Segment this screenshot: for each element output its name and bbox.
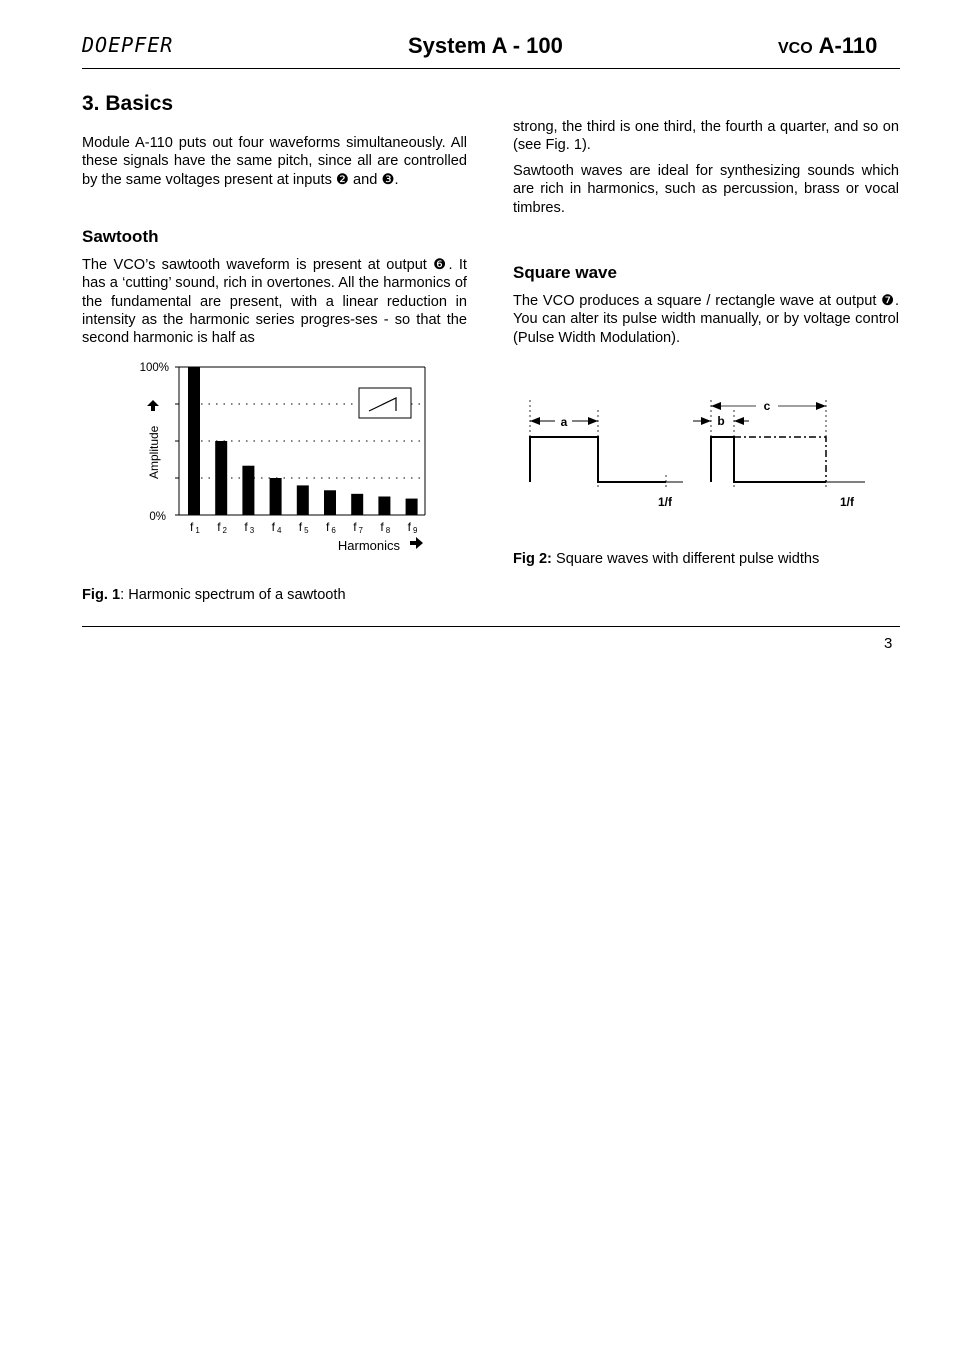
xtick-label-f2: f 2 [217, 520, 227, 535]
bar-f9 [406, 499, 418, 515]
bar-f2 [215, 441, 227, 515]
sawtooth-wave-icon [359, 388, 411, 418]
module-prefix: VCO [778, 40, 813, 57]
bar-f8 [378, 497, 390, 516]
page-number: 3 [884, 635, 893, 652]
bar-f4 [270, 478, 282, 515]
sawtooth-heading: Sawtooth [82, 227, 159, 246]
fig2-caption-text: Square waves with different pulse widths [551, 551, 820, 567]
xtick-label-f3: f 3 [244, 520, 255, 535]
bar-f7 [351, 494, 363, 515]
square-wave-heading: Square wave [513, 263, 617, 282]
harmonic-spectrum-chart [82, 355, 467, 565]
xtick-label-f9: f 9 [407, 520, 418, 535]
label-a: a [560, 415, 568, 429]
xtick-label-f1: f 1 [190, 520, 200, 535]
arrow-up-icon [147, 400, 159, 411]
xtick-label-f8: f 8 [380, 520, 391, 535]
bar-f6 [324, 490, 336, 515]
chart-xlabels [190, 520, 418, 535]
ytick-top: 100% [139, 362, 169, 374]
y-axis-label: Amplitude [147, 425, 161, 479]
xtick-label-f6: f 6 [326, 520, 336, 535]
sawtooth-paragraph-2: Sawtooth waves are ideal for synthesizing sounds which are rich in harmonics, such as percussion, brass or vocal timbres. [513, 163, 899, 216]
fig2-label: Fig 2: [513, 551, 552, 567]
period-label-1: 1/f [657, 495, 673, 509]
intro-paragraph: Module A-110 puts out four waveforms simultaneously. All these signals have the same pitch, since all are controlled by the same voltages present at inputs ❷ and ❸. [82, 135, 467, 188]
square-wave-diagram [513, 390, 899, 520]
sawtooth-paragraph: The VCO’s sawtooth waveform is present at output ❻. It has a ‘cutting’ sound, rich in overtones. All the harmonics of the fundamental are present, with a linear reduction in intensity as the harmonic series progres-ses - so that the second harmonic is half as [82, 257, 467, 347]
square-wave-narrow [693, 399, 865, 509]
document-title: System A - 100 [408, 33, 563, 58]
fig2-caption [513, 551, 899, 567]
square-wave-50 [530, 400, 683, 509]
fig1-caption-text: : Harmonic spectrum of a sawtooth [120, 587, 346, 603]
bar-f1 [188, 367, 200, 515]
square-wave-paragraph: The VCO produces a square / rectangle wave at output ❼. You can alter its pulse width manually, or by voltage control (Pulse Width Modulation). [513, 293, 899, 346]
sawtooth-paragraph-continued: strong, the third is one third, the fourth a quarter, and so on (see Fig. 1). [513, 119, 899, 154]
module-id [778, 33, 877, 59]
module-number: A-110 [818, 33, 878, 58]
xtick-label-f5: f 5 [298, 520, 309, 535]
label-c: c [763, 399, 771, 413]
fig1-caption [82, 587, 467, 603]
section-title: 3. Basics [82, 92, 174, 115]
x-axis-label: Harmonics [337, 538, 400, 553]
label-b: b [717, 414, 725, 428]
fig1-label: Fig. 1 [82, 587, 121, 603]
bar-f5 [297, 485, 309, 515]
bar-f3 [242, 466, 254, 515]
period-label-2: 1/f [839, 495, 855, 509]
chart-yticks [175, 367, 179, 515]
arrow-right-icon [410, 537, 423, 549]
doepfer-logo: DOEPFER [82, 33, 174, 57]
header-rule [82, 68, 900, 69]
xtick-label-f7: f 7 [353, 520, 363, 535]
xtick-label-f4: f 4 [271, 520, 282, 535]
footer-rule [82, 626, 900, 627]
ytick-bottom: 0% [149, 511, 166, 523]
